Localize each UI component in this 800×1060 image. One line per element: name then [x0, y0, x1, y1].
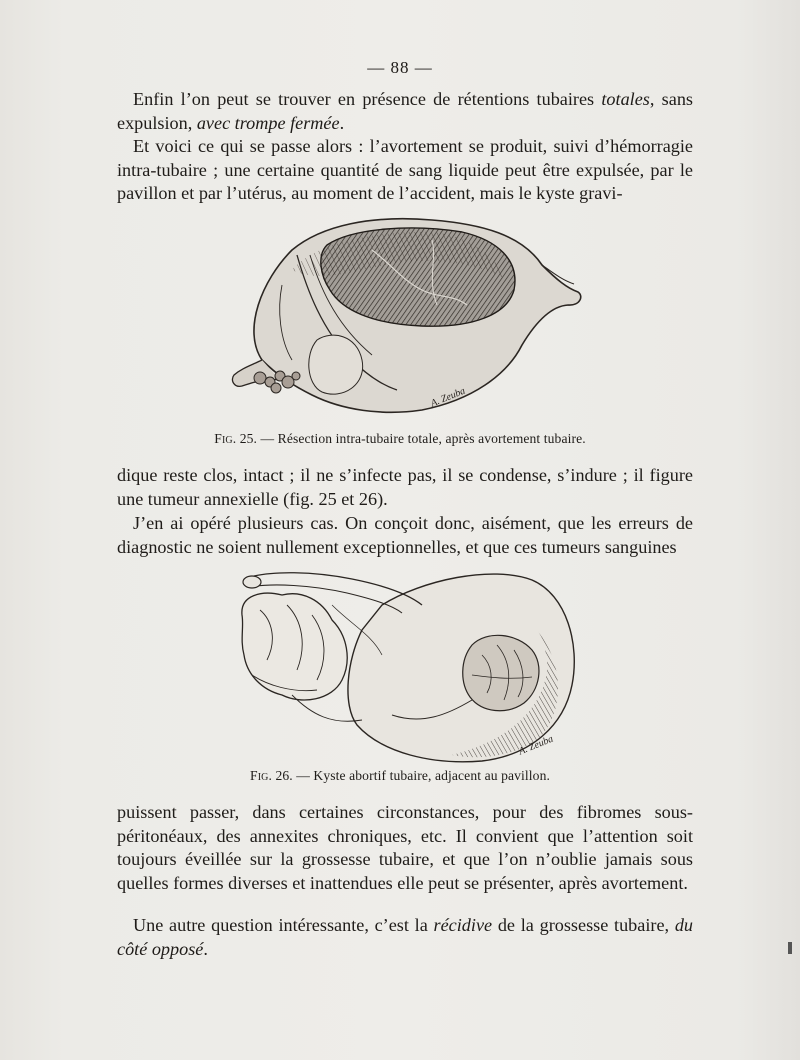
figure-25-signature: A. Zeuba [429, 385, 467, 410]
page-number: — 88 — [367, 58, 433, 77]
paragraph-1-italic-b: avec trompe fermée [196, 112, 340, 133]
paragraph-4: J’en ai opéré plusieurs cas. On conçoit donc, aisément, que les erreurs de diagnostic ne soient nullement exceptionnelles, et que ces tumeurs sanguines [117, 513, 693, 557]
figure-25-caption [0, 431, 800, 447]
paragraph-1-text-c: . [339, 112, 345, 133]
paragraph-5: puissent passer, dans certaines circonstances, pour des fibromes sous-péritonéaux, des annexites chroniques, etc. Il convient que l’attention soit toujours éveillée sur la grossesse tubaire, et que l’on n’oublie jamais sous quelles formes diverses et inattendues elle peut se présenter, après avortement. [117, 802, 693, 893]
paragraph-6 [117, 914, 693, 961]
figure-26-caption [0, 768, 800, 784]
figure-26-label: Fig. 26. [250, 768, 293, 783]
paragraph-3: dique reste clos, intact ; il ne s’infecte pas, il se condense, s’indure ; il figure une tumeur annexielle (fig. 25 et 26). [117, 465, 693, 509]
figure-26-signature: A. Zeuba [517, 733, 555, 758]
figure-25-illustration [222, 210, 592, 425]
figure-26-drawing [232, 565, 582, 765]
paragraph-6-text-c: . [203, 938, 208, 959]
paragraph-1 [117, 88, 693, 135]
paragraph-1-text-a: Enfin l’on peut se trouver en présence de rétentions tubaires [133, 89, 602, 109]
paragraph-1-italic-a: totales [601, 89, 650, 109]
paragraph-1-text-b: , sans expulsion, [117, 89, 693, 133]
paragraph-6-text-b: de la grossesse tubaire, [492, 915, 675, 935]
paragraph-6-italic-a: récidive [433, 915, 493, 935]
figure-25-label: Fig. 25. [214, 431, 257, 446]
figure-25-drawing [222, 210, 592, 425]
figure-25-caption-text: — Résection intra-tubaire totale, après avortement tubaire. [256, 431, 586, 446]
paragraph-6-italic-b: du côté opposé [117, 915, 693, 959]
figure-26-illustration [232, 565, 582, 765]
figure-26-caption-text: — Kyste abortif tubaire, adjacent au pavillon. [292, 768, 550, 783]
paragraph-2: Et voici ce qui se passe alors : l’avortement se produit, suivi d’hémorragie intra-tubaire ; une certaine quantité de sang liquide peut être expulsée, par le pavillon et par l’utérus, au moment de l’accident, mais le kyste gravi- [117, 136, 693, 203]
page-edge-mark [788, 942, 792, 954]
paragraph-6-text-a: Une autre question intéressante, c’est la [133, 915, 434, 935]
